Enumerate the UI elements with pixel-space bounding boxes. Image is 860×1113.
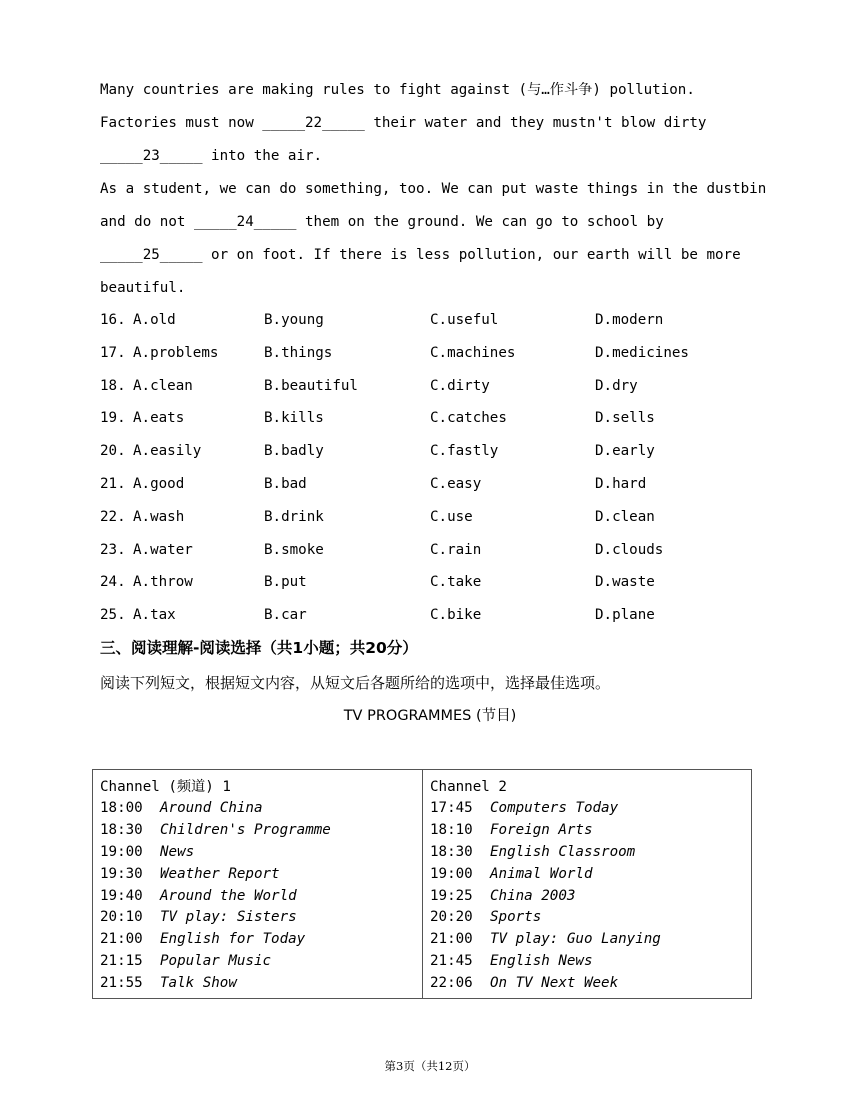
- option-c: C.dirty: [430, 377, 490, 394]
- option-row-25: [100, 599, 655, 632]
- program-time: 18:30: [430, 843, 473, 860]
- option-d: D.hard: [595, 475, 647, 492]
- option-c: C.bike: [430, 607, 482, 624]
- question-number: 23.: [100, 541, 126, 558]
- cloze-passage: [100, 74, 780, 305]
- option-row-22: [100, 501, 655, 534]
- passage-line: Factories must now _____22_____ their water and they mustn't blow dirty: [100, 115, 707, 131]
- program-title: News: [160, 843, 195, 860]
- program-time: 20:10: [100, 909, 143, 926]
- option-a: A.throw: [133, 574, 193, 591]
- program-time: 18:30: [100, 821, 143, 838]
- option-b: B.young: [264, 312, 324, 328]
- option-row-24: [100, 566, 655, 599]
- option-a: A.clean: [133, 377, 193, 394]
- option-row-17: [100, 337, 689, 370]
- passage-line: beautiful.: [100, 280, 186, 296]
- option-row-20: [100, 435, 655, 468]
- option-d: D.dry: [595, 377, 638, 394]
- option-c: C.useful: [430, 312, 499, 328]
- program-row: [100, 798, 422, 820]
- option-row-19: [100, 402, 655, 435]
- page-footer: 第3页（共12页）: [384, 1059, 476, 1073]
- program-row: [430, 886, 753, 908]
- program-time: 18:00: [100, 800, 143, 816]
- program-title: TV play: Guo Lanying: [490, 931, 661, 948]
- program-title: Around the World: [160, 887, 297, 904]
- option-c: C.machines: [430, 344, 516, 361]
- option-c: C.rain: [430, 541, 482, 558]
- program-row: [100, 886, 422, 908]
- program-title: Computers Today: [490, 800, 619, 816]
- program-title: Children's Programme: [160, 821, 331, 838]
- option-b: B.beautiful: [264, 377, 358, 394]
- option-a: A.easily: [133, 443, 202, 460]
- program-row: [100, 929, 422, 951]
- option-a: A.wash: [133, 508, 185, 525]
- option-d: D.waste: [595, 574, 655, 591]
- question-number: 21.: [100, 475, 126, 492]
- program-title: On TV Next Week: [490, 975, 619, 992]
- passage-line: Many countries are making rules to fight against (与…作斗争) pollution.: [100, 82, 695, 98]
- option-c: C.fastly: [430, 443, 499, 460]
- question-number: 22.: [100, 508, 126, 525]
- option-d: D.sells: [595, 410, 655, 427]
- program-row: [100, 973, 422, 995]
- option-b: B.kills: [264, 410, 324, 427]
- tv-programmes-title: TV PROGRAMMES (节目): [343, 708, 517, 724]
- option-a: A.old: [133, 312, 176, 328]
- option-b: B.badly: [264, 443, 324, 460]
- section-instruction: 阅读下列短文，根据短文内容，从短文后各题所给的选项中，选择最佳选项。: [100, 674, 611, 692]
- program-title: Animal World: [490, 865, 593, 882]
- option-a: A.good: [133, 475, 185, 492]
- option-row-23: [100, 534, 664, 567]
- program-row: [430, 820, 753, 842]
- option-d: D.plane: [595, 607, 655, 624]
- option-b: B.bad: [264, 475, 307, 492]
- question-number: 16.: [100, 312, 126, 328]
- program-title: China 2003: [490, 887, 576, 904]
- passage-line: As a student, we can do something, too. We can put waste things in the dustbin: [100, 181, 767, 197]
- program-title: Foreign Arts: [490, 821, 593, 838]
- program-time: 19:25: [430, 887, 473, 904]
- program-time: 19:40: [100, 887, 143, 904]
- program-title: Sports: [490, 909, 542, 926]
- program-title: Weather Report: [160, 865, 280, 882]
- option-b: B.put: [264, 574, 307, 591]
- program-time: 19:00: [430, 865, 473, 882]
- tv-schedule-table: [92, 769, 752, 999]
- option-d: D.clean: [595, 508, 655, 525]
- program-time: 19:00: [100, 843, 143, 860]
- option-row-16: [100, 304, 664, 337]
- program-time: 17:45: [430, 800, 473, 816]
- program-time: 21:00: [100, 931, 143, 948]
- program-row: [430, 907, 753, 929]
- program-row: [100, 864, 422, 886]
- program-time: 21:00: [430, 931, 473, 948]
- option-row-18: [100, 370, 638, 403]
- option-c: C.take: [430, 574, 482, 591]
- question-number: 17.: [100, 344, 126, 361]
- program-title: English Classroom: [490, 843, 636, 860]
- section-heading: 三、阅读理解-阅读选择（共1小题；共20分）: [100, 639, 418, 657]
- program-title: Around China: [160, 800, 263, 816]
- option-b: B.smoke: [264, 541, 324, 558]
- option-b: B.things: [264, 344, 333, 361]
- option-d: D.clouds: [595, 541, 664, 558]
- program-title: Popular Music: [160, 953, 272, 970]
- program-title: English News: [490, 953, 593, 970]
- program-row: [100, 907, 422, 929]
- program-time: 21:55: [100, 975, 143, 992]
- option-a: A.water: [133, 541, 193, 558]
- program-row: [100, 951, 422, 973]
- program-row: [430, 864, 753, 886]
- program-time: 18:10: [430, 821, 473, 838]
- option-b: B.drink: [264, 508, 324, 525]
- option-c: C.easy: [430, 475, 482, 492]
- option-d: D.modern: [595, 312, 664, 328]
- option-a: A.tax: [133, 607, 176, 624]
- program-title: TV play: Sisters: [160, 909, 297, 926]
- program-title: Talk Show: [160, 975, 237, 992]
- option-c: C.catches: [430, 410, 507, 427]
- question-number: 19.: [100, 410, 126, 427]
- option-a: A.eats: [133, 410, 185, 427]
- program-row: [100, 842, 422, 864]
- question-number: 20.: [100, 443, 126, 460]
- channel-2-name: Channel 2: [430, 779, 507, 795]
- program-title: English for Today: [160, 931, 306, 948]
- option-b: B.car: [264, 607, 307, 624]
- program-row: [430, 798, 753, 820]
- program-row: [430, 951, 753, 973]
- option-row-21: [100, 468, 647, 501]
- program-time: 21:45: [430, 953, 473, 970]
- option-d: D.early: [595, 443, 655, 460]
- program-row: [430, 842, 753, 864]
- program-row: [430, 973, 753, 995]
- program-time: 22:06: [430, 975, 473, 992]
- question-number: 18.: [100, 377, 126, 394]
- program-row: [430, 929, 753, 951]
- question-number: 24.: [100, 574, 126, 591]
- channel-1-name: Channel (频道) 1: [100, 779, 231, 795]
- cloze-options-list: [100, 304, 689, 632]
- program-time: 20:20: [430, 909, 473, 926]
- option-c: C.use: [430, 508, 473, 525]
- passage-line: and do not _____24_____ them on the ground. We can go to school by: [100, 214, 664, 230]
- channel-1-column: [93, 770, 423, 998]
- passage-line: _____23_____ into the air.: [100, 148, 323, 164]
- option-d: D.medicines: [595, 344, 689, 361]
- program-time: 19:30: [100, 865, 143, 882]
- question-number: 25.: [100, 607, 126, 624]
- option-a: A.problems: [133, 344, 219, 361]
- passage-line: _____25_____ or on foot. If there is less pollution, our earth will be more: [100, 247, 741, 263]
- program-time: 21:15: [100, 953, 143, 970]
- channel-2-column: [423, 770, 753, 998]
- program-row: [100, 820, 422, 842]
